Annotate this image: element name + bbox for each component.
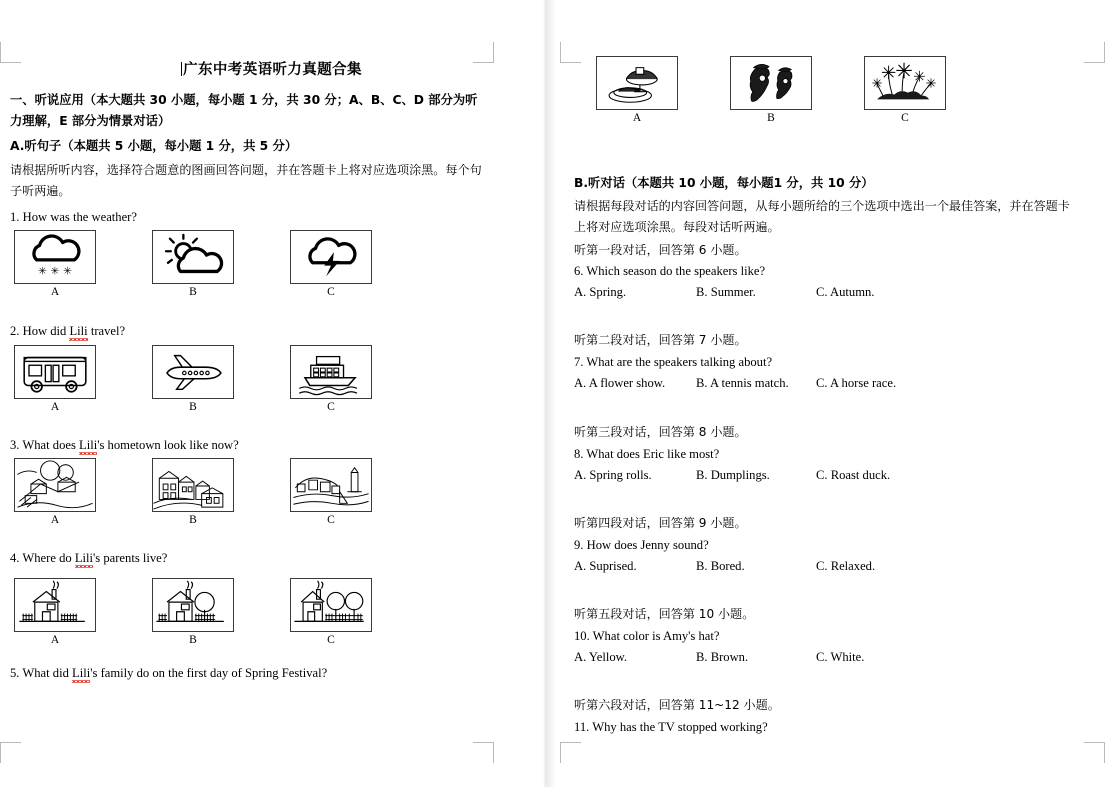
- dialogue-cue-6: 听第六段对话，回答第 11~12 小题。: [574, 698, 780, 712]
- document-title-text: 广东中考英语听力真题合集: [183, 62, 362, 78]
- question-4-label-b: B: [189, 634, 197, 646]
- option-c[interactable]: C. Relaxed.: [816, 559, 876, 573]
- svg-text:✳: ✳: [50, 265, 60, 278]
- crop-mark-bottom-left: [560, 742, 581, 763]
- option-a[interactable]: A. Yellow.: [574, 650, 628, 664]
- option-c[interactable]: C. A horse race.: [816, 376, 897, 390]
- svg-text:✳: ✳: [63, 265, 72, 278]
- crop-mark-bottom-right: [473, 742, 494, 763]
- option-a[interactable]: A. Spring rolls.: [574, 468, 652, 482]
- question-4-label-c: C: [327, 634, 335, 646]
- part-a-heading: A.听句子（本题共 5 小题，每小题 1 分，共 5 分）: [10, 139, 298, 153]
- question-3-label-a: A: [50, 514, 60, 526]
- dialogue-cue-2: 听第二段对话，回答第 7 小题。: [574, 333, 747, 347]
- crop-mark-bottom-left: [0, 742, 21, 763]
- question-1-label-c: C: [327, 286, 335, 298]
- question-4-text: 4. Where do Lili's parents live?: [10, 551, 168, 565]
- crop-mark-top-right: [1084, 42, 1105, 63]
- part-b-heading: B.听对话（本题共 10 小题，每小题1 分，共 10 分）: [574, 176, 874, 190]
- option-b[interactable]: B. Brown.: [696, 650, 749, 664]
- question-1-text: 1. How was the weather?: [10, 210, 137, 224]
- page-left: [0, 0, 543, 787]
- page-divider: [543, 0, 556, 787]
- question-2-label-c: C: [327, 401, 335, 413]
- snow-cloud-icon[interactable]: [14, 230, 96, 284]
- question-7-text: 7. What are the speakers talking about?: [574, 355, 773, 369]
- question-10-text: 10. What color is Amy's hat?: [574, 629, 720, 643]
- sun-cloud-icon[interactable]: [152, 230, 234, 284]
- spellcheck-word: Lili: [79, 438, 98, 452]
- village-hillside-icon[interactable]: [14, 458, 96, 512]
- harbour-lighthouse-icon[interactable]: [290, 458, 372, 512]
- option-b[interactable]: B. Bored.: [696, 559, 745, 573]
- question-4-label-a: A: [50, 634, 60, 646]
- question-3-label-c: C: [327, 514, 335, 526]
- question-1-label-a: A: [50, 286, 60, 298]
- option-c[interactable]: C. Roast duck.: [816, 468, 891, 482]
- airplane-icon[interactable]: [152, 345, 234, 399]
- question-2-label-b: B: [189, 401, 197, 413]
- section-heading: 一、听说应用（本大题共 30 小题，每小题 1 分，共 30 分；A、B、C、D 部分为听力理解，E 部分为情景对话）: [10, 93, 478, 128]
- option-b[interactable]: B. A tennis match.: [696, 376, 789, 390]
- dialogue-cue-3: 听第三段对话，回答第 8 小题。: [574, 425, 747, 439]
- page-right: [556, 0, 1110, 787]
- question-2-text: 2. How did Lili travel?: [10, 324, 126, 338]
- question-5-label-b: B: [767, 112, 775, 124]
- question-5-label-c: C: [901, 112, 909, 124]
- bus-icon[interactable]: [14, 345, 96, 399]
- house-two-trees-icon[interactable]: [290, 578, 372, 632]
- part-b-instruction: 请根据每段对话的内容回答问题，从每小题所给的三个选项中选出一个最佳答案，并在答题卡上将对应选项涂黑。每段对话听两遍。: [574, 199, 1070, 234]
- option-c[interactable]: C. White.: [816, 650, 865, 664]
- dialogue-cue-1: 听第一段对话，回答第 6 小题。: [574, 243, 747, 257]
- svg-text:✳: ✳: [38, 265, 47, 278]
- option-a[interactable]: A. Spring.: [574, 285, 627, 299]
- food-platter-icon[interactable]: [596, 56, 678, 110]
- option-a[interactable]: A. A flower show.: [574, 376, 666, 390]
- question-5-label-a: A: [632, 112, 642, 124]
- option-b[interactable]: B. Dumplings.: [696, 468, 770, 482]
- option-c[interactable]: C. Autumn.: [816, 285, 875, 299]
- spellcheck-word: Lili: [69, 324, 88, 338]
- town-houses-icon[interactable]: [152, 458, 234, 512]
- dialogue-cue-5: 听第五段对话，回答第 10 小题。: [574, 607, 755, 621]
- question-9-text: 9. How does Jenny sound?: [574, 538, 709, 552]
- question-5-text: 5. What did Lili's family do on the first day of Spring Festival?: [10, 666, 328, 680]
- question-2-label-a: A: [50, 401, 60, 413]
- question-11-text: 11. Why has the TV stopped working?: [574, 720, 768, 734]
- crop-mark-bottom-right: [1084, 742, 1105, 763]
- dialogue-cue-4: 听第四段对话，回答第 9 小题。: [574, 516, 747, 530]
- crop-mark-top-left: [560, 42, 581, 63]
- spellcheck-word: Lili: [74, 551, 94, 565]
- question-3-label-b: B: [189, 514, 197, 526]
- option-a[interactable]: A. Suprised.: [574, 559, 637, 573]
- ship-icon[interactable]: [290, 345, 372, 399]
- part-a-instruction: 请根据所听内容，选择符合题意的图画回答问题，并在答题卡上将对应选项涂黑。每个句子听两遍。: [10, 163, 482, 198]
- document-title: [0, 58, 543, 79]
- question-1-label-b: B: [189, 286, 197, 298]
- question-8-text: 8. What does Eric like most?: [574, 447, 720, 461]
- text-caret: [181, 62, 182, 76]
- option-b[interactable]: B. Summer.: [696, 285, 756, 299]
- thunder-cloud-icon[interactable]: [290, 230, 372, 284]
- house-one-tree-icon[interactable]: [152, 578, 234, 632]
- lion-dance-icon[interactable]: [730, 56, 812, 110]
- fireworks-icon[interactable]: [864, 56, 946, 110]
- question-6-text: 6. Which season do the speakers like?: [574, 264, 766, 278]
- question-3-text: 3. What does Lili's hometown look like now?: [10, 438, 239, 452]
- spellcheck-word: Lili: [72, 666, 91, 680]
- house-no-tree-icon[interactable]: [14, 578, 96, 632]
